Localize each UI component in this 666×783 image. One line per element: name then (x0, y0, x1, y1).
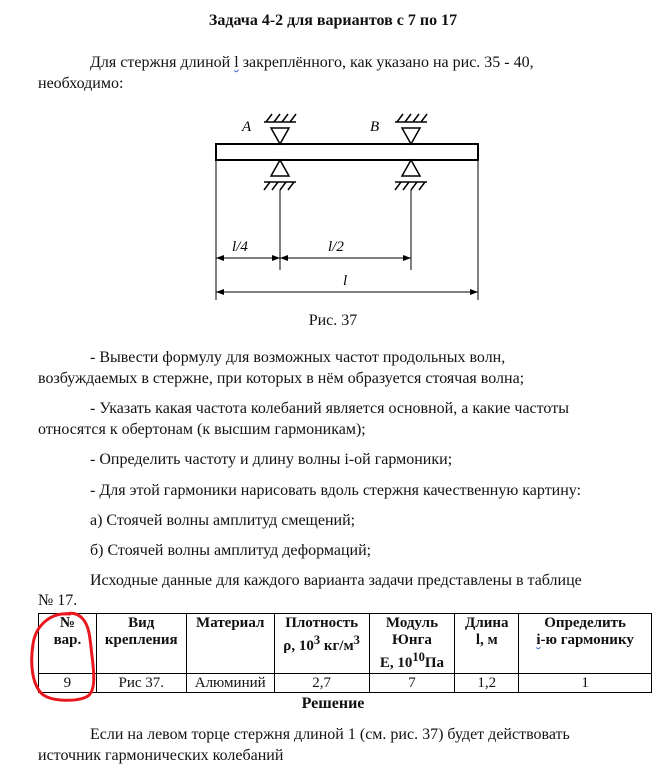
source-line2: № 17. (38, 592, 78, 609)
support-b-bottom (395, 160, 427, 190)
task-2-line1: - Указать какая частота колебаний является основной, а какие частоты (90, 400, 569, 417)
dim-half-line (280, 255, 411, 261)
table-row (39, 674, 652, 693)
header-density: Плотность ρ, $10^3$ $кг/м^3$ (274, 614, 369, 674)
dim-full-label: l (343, 273, 348, 289)
beam-rod (216, 144, 478, 160)
task-2-line2: относятся к обертонам (к высшим гармоникам); (38, 421, 366, 438)
label-b: B (370, 119, 380, 135)
support-a-bottom (264, 160, 296, 190)
source-line1: Исходные данные для каждого варианта задачи представлены в таблице (90, 572, 582, 589)
solution-heading: Решение (301, 695, 365, 712)
task-1-line1: - Вывести формулу для возможных частот продольных волн, (90, 349, 506, 366)
length-symbol: l (234, 54, 239, 71)
intro-text-end: закреплённого, как указано на рис. 35 - 40, (238, 54, 534, 71)
intro-text-start: Для стержня длиной (90, 54, 235, 71)
dim-full-line (216, 289, 478, 295)
support-a-top (264, 114, 296, 144)
header-variant-number: № вар. (39, 614, 97, 674)
figure-caption: Рис. 37 (308, 312, 358, 329)
label-a: A (242, 119, 252, 135)
cell-density: 2,7 (274, 674, 369, 693)
header-mount-type: Вид крепления (96, 614, 186, 674)
task-4b: б) Стоячей волны амплитуд деформаций; (90, 542, 372, 559)
intro-paragraph (38, 52, 598, 73)
page-title: Задача 4-2 для вариантов с 7 по 17 (208, 12, 458, 29)
cell-variant-number: 9 (39, 674, 97, 693)
header-harmonic: Определить i-ю гармонику (519, 614, 652, 674)
header-length: Длина l, м (455, 614, 519, 674)
cell-harmonic: 1 (519, 674, 652, 693)
support-b-top (395, 114, 427, 144)
bottom-line1: Если на левом торце стержня длиной 1 (см. рис. 37) будет действовать (90, 726, 570, 743)
task-3: - Определить частоту и длину волны i-ой гармоники; (90, 451, 453, 468)
cell-mount-type: Рис 37. (96, 674, 186, 693)
header-material: Материал (186, 614, 274, 674)
dim-quarter-label: l/4 (232, 239, 248, 255)
cell-young-modulus: 7 (369, 674, 455, 693)
cell-length: 1,2 (455, 674, 519, 693)
beam-figure (200, 100, 490, 305)
cell-material: Алюминий (186, 674, 274, 693)
dim-quarter-line (216, 255, 280, 261)
red-highlight-annotation (22, 610, 106, 704)
bottom-line2: источник гармонических колебаний (38, 747, 284, 764)
task-4: - Для этой гармоники нарисовать вдоль стержня качественную картину: (90, 482, 582, 499)
intro-line2: необходимо: (38, 75, 124, 92)
variant-table (38, 613, 652, 693)
task-4a: а) Стоячей волны амплитуд смещений; (90, 512, 356, 529)
table-header-row (39, 614, 652, 674)
task-1-line2: возбуждаемых в стержне, при которых в нём образуется стоячая волна; (38, 370, 525, 387)
header-young-modulus: Модуль Юнга Е, $10^{10}Па$ (369, 614, 455, 674)
dim-half-label: l/2 (328, 239, 344, 255)
